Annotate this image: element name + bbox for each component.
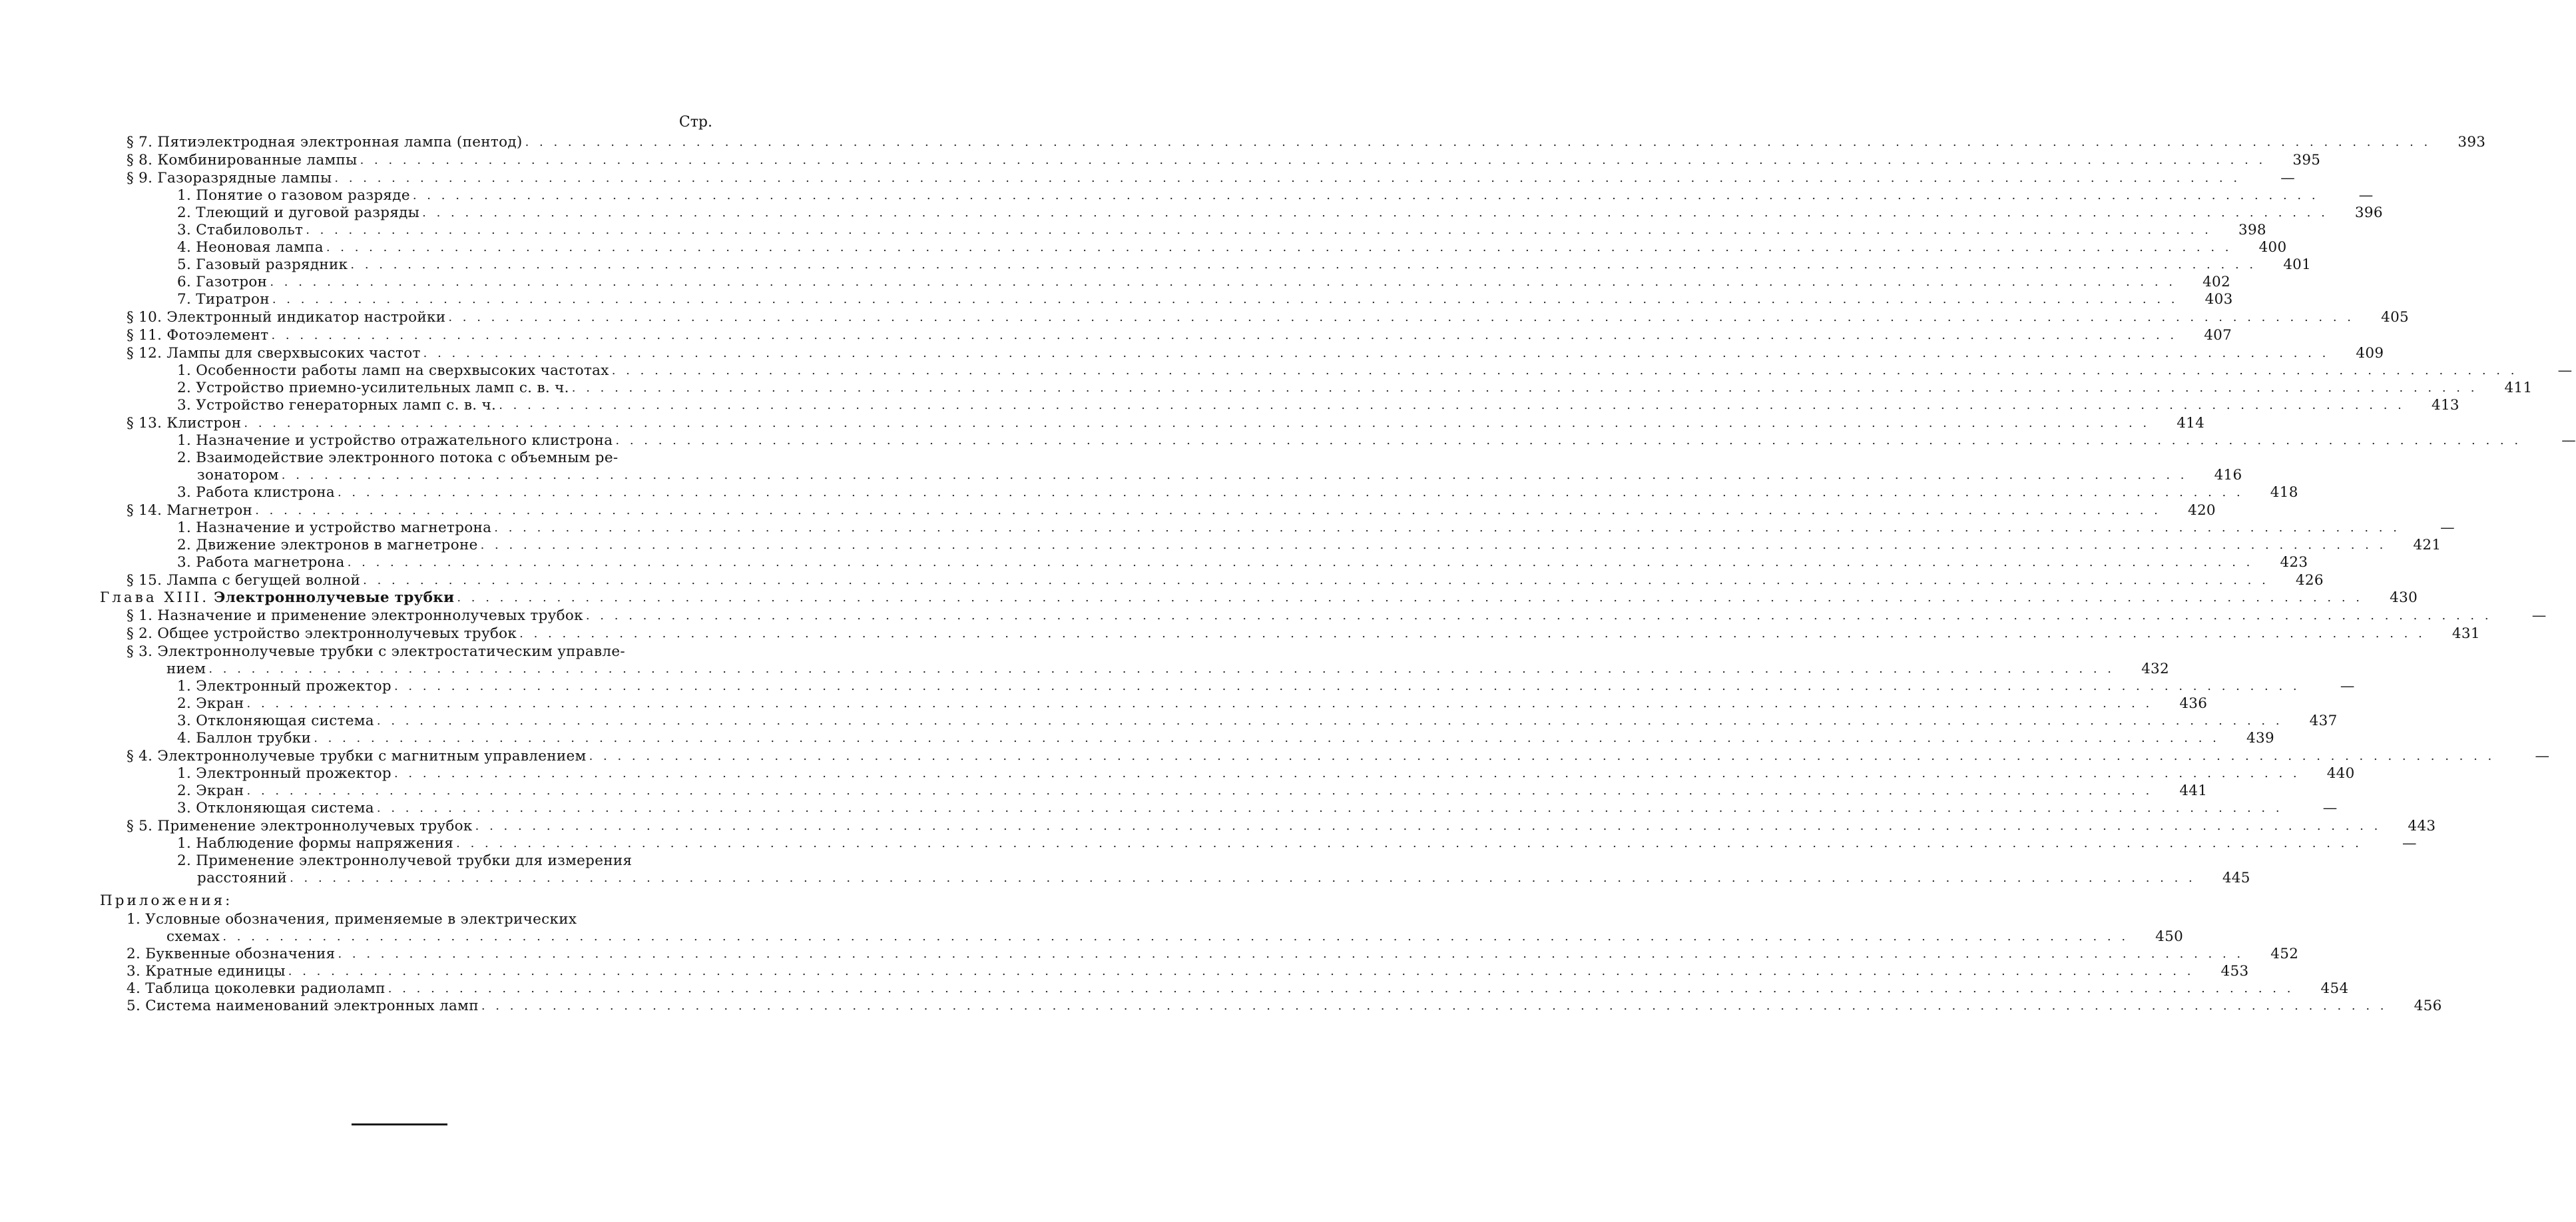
leader-dots [421, 345, 2330, 362]
toc-entry-title: 3. Работа магнетрона [177, 554, 345, 571]
toc-chapter-row [100, 589, 2418, 607]
page-number: 395 [2292, 152, 2321, 168]
toc-entry-title: 2. Экран [177, 782, 244, 799]
toc-row [100, 980, 2349, 998]
toc-entry-title: § 5. Применение электроннолучевых трубок [127, 818, 473, 834]
toc-row [100, 572, 2324, 589]
toc-entry-title: 1. Электронный прожектор [177, 678, 391, 695]
page-number: — [2561, 432, 2576, 449]
toc-row [100, 450, 712, 467]
toc-row [100, 415, 2205, 432]
leader-dots [374, 800, 2283, 817]
page-number: 453 [2220, 963, 2249, 980]
page-number: — [2340, 678, 2355, 695]
toc-entry-title: 2. Взаимодействие электронного потока с объемным ре- [177, 450, 619, 466]
toc-row [100, 911, 712, 928]
chapter-number: Глава XIII. [100, 589, 210, 606]
toc-row [100, 291, 2233, 308]
toc-entry-title: § 13. Клистрон [127, 415, 242, 432]
toc-row [100, 327, 2232, 344]
toc-entry-title: 3. Устройство генераторных ламп с. в. ч. [177, 397, 497, 414]
page-number: 416 [2214, 467, 2242, 483]
toc-entry-title: § 2. Общее устройство электроннолучевых трубок [127, 625, 517, 642]
leader-dots [445, 309, 2354, 326]
toc-entry-title: 4. Баллон трубки [177, 730, 312, 747]
page-number: 440 [2326, 765, 2355, 782]
page-number: — [2535, 748, 2550, 764]
toc-entry-title: 3. Отклоняющая система [177, 713, 374, 729]
toc-row [100, 625, 2480, 643]
page-number: — [2557, 362, 2573, 379]
leader-dots [609, 362, 2518, 380]
closing-rule [352, 1123, 447, 1125]
leader-dots [348, 256, 2256, 274]
leader-dots [479, 998, 2388, 1015]
toc-entry-title: 4. Таблица цоколевки радиоламп [127, 980, 386, 997]
page-number: 443 [2408, 818, 2436, 834]
toc-entry-title: 1. Назначение и устройство магнетрона [177, 519, 492, 536]
page-number: 400 [2258, 239, 2287, 256]
toc-row [100, 695, 2208, 713]
toc-entry-title: 3. Кратные единицы [127, 963, 286, 980]
toc-row [100, 730, 2274, 747]
leader-dots [267, 274, 2176, 291]
page-number: 454 [2320, 980, 2349, 997]
toc-row [100, 765, 2355, 782]
toc-row [100, 204, 2383, 222]
page-number: 418 [2270, 484, 2298, 501]
page-number: 430 [2390, 589, 2418, 606]
page-number: 450 [2155, 928, 2184, 945]
toc-entry-title: 2. Буквенные обозначения [127, 946, 336, 962]
toc-row [100, 187, 2374, 204]
toc-entry-title: 6. Газотрон [177, 274, 268, 290]
leader-dots [252, 502, 2161, 519]
leader-dots [613, 432, 2521, 450]
toc-row [100, 484, 2298, 501]
toc-entry-title: 2. Движение электронов в магнетроне [177, 537, 478, 553]
toc-entry-title: 2. Устройство приемно-усилительных ламп с. в. ч. [177, 380, 569, 396]
toc-row [100, 519, 2455, 537]
toc-entry-title: 1. Условные обозначения, применяемые в электрических [127, 911, 577, 928]
toc-row [100, 818, 2436, 835]
leader-dots [244, 782, 2153, 800]
toc-entry-title: 2. Применение электроннолучевой трубки для измерения [177, 852, 633, 869]
toc-entry-title: 1. Назначение и устройство отражательного клистрона [177, 432, 613, 449]
toc-entry-title: 2. Тлеющий и дуговой разряды [177, 204, 420, 221]
leader-dots [386, 980, 2294, 998]
toc-row [100, 362, 2573, 380]
toc-row [100, 643, 712, 661]
leader-dots [523, 134, 2432, 151]
toc-entry-title: зонатором [197, 467, 279, 483]
toc-entry-title: § 11. Фотоэлемент [127, 327, 269, 344]
toc-entry-title: 5. Система наименований электронных ламп [127, 998, 479, 1014]
toc-row [100, 222, 2266, 239]
chapter-title: Электроннолучевые трубки [214, 589, 455, 606]
toc-entry-title: § 4. Электроннолучевые трубки с магнитным управлением [127, 748, 587, 764]
toc-entry-title: схемах [166, 928, 220, 945]
leader-dots [453, 835, 2362, 852]
toc-entry-title: § 7. Пятиэлектродная электронная лампа (пентод) [127, 134, 523, 151]
page-number: 420 [2187, 502, 2216, 519]
page-number: 426 [2295, 572, 2324, 589]
leader-dots [324, 239, 2232, 256]
leader-dots [332, 170, 2240, 187]
page-number: 409 [2356, 345, 2384, 362]
page-number: 407 [2204, 327, 2232, 344]
toc-row [100, 607, 2547, 625]
toc-entry-title: 3. Работа клистрона [177, 484, 335, 501]
page-number: 403 [2204, 291, 2233, 308]
page-column-header: Стр. [678, 114, 712, 131]
leader-dots [311, 730, 2220, 747]
leader-dots [391, 678, 2300, 695]
toc-entry-title: 7. Тиратрон [177, 291, 270, 308]
toc-row [100, 309, 2410, 326]
toc-entry-title: 4. Неоновая лампа [177, 239, 324, 256]
page-number: 445 [2222, 870, 2250, 886]
page-number: — [2440, 519, 2455, 536]
toc-row [100, 432, 2576, 450]
toc-entry-title: нием [166, 661, 206, 677]
toc-row [100, 852, 712, 870]
leader-dots [478, 537, 2387, 554]
leader-dots [206, 661, 2115, 678]
page-number: 413 [2431, 397, 2459, 414]
leader-dots [491, 519, 2400, 537]
toc-row [100, 239, 2287, 256]
leader-dots [335, 946, 2244, 963]
leader-dots [220, 928, 2129, 946]
toc-row [100, 963, 2249, 980]
page-number: 396 [2354, 204, 2383, 221]
toc-entry-title: § 10. Электронный индикатор настройки [127, 309, 446, 326]
page-number: 421 [2413, 537, 2442, 553]
appendix-title: Приложения: [100, 892, 233, 909]
page-number: 402 [2202, 274, 2231, 290]
leader-dots [473, 818, 2382, 835]
leader-dots [270, 291, 2179, 308]
page-number: 405 [2381, 309, 2410, 326]
toc-entry-title: 1. Особенности работы ламп на сверхвысоких частотах [177, 362, 609, 379]
toc-row [100, 928, 2184, 946]
leader-dots [345, 554, 2254, 571]
leader-dots [374, 713, 2283, 730]
toc-row [100, 946, 2299, 963]
toc-row [100, 397, 2459, 414]
leader-dots [241, 415, 2150, 432]
toc-entry-title: § 15. Лампа с бегущей волной [127, 572, 361, 589]
leader-dots [391, 765, 2300, 782]
leader-dots [517, 625, 2426, 643]
leader-dots [569, 380, 2478, 397]
leader-dots [244, 695, 2153, 713]
leader-dots [335, 484, 2244, 501]
toc-entry-title: § 12. Лампы для сверхвысоких частот [127, 345, 421, 362]
leader-dots [587, 748, 2495, 765]
leader-dots [286, 963, 2194, 980]
page-number: — [2280, 170, 2296, 186]
leader-dots [279, 467, 2188, 484]
leader-dots [583, 607, 2492, 625]
toc-row [100, 678, 2355, 695]
leader-dots [410, 187, 2319, 204]
toc-entry-title: § 1. Назначение и применение электроннолучевых трубок [127, 607, 583, 624]
toc-entry-title: 1. Электронный прожектор [177, 765, 391, 782]
toc-entry-title: § 14. Магнетрон [127, 502, 253, 519]
toc-row [100, 782, 2208, 800]
page-number: — [2531, 607, 2547, 624]
page-number: 452 [2270, 946, 2299, 962]
toc-row [100, 256, 2312, 274]
toc-row [100, 835, 2417, 852]
table-of-contents [100, 113, 2576, 1015]
leader-dots [454, 589, 2363, 607]
toc-entry-title: § 9. Газоразрядные лампы [127, 170, 332, 186]
toc-entry-title: 2. Экран [177, 695, 244, 712]
page-number: 401 [2283, 256, 2312, 273]
toc-entry-title: § 8. Комбинированные лампы [127, 152, 358, 168]
toc-row [100, 502, 2216, 519]
toc-entry-title: § 3. Электроннолучевые трубки с электростатическим управле- [127, 643, 625, 660]
page-number: — [2402, 835, 2417, 852]
leader-dots [287, 870, 2196, 887]
toc-row [100, 345, 2384, 362]
page-number: 393 [2457, 134, 2486, 151]
page-number: 432 [2141, 661, 2170, 677]
page-number: 431 [2451, 625, 2480, 642]
toc-entry-title: 1. Понятие о газовом разряде [177, 187, 410, 204]
page-number: 398 [2238, 222, 2266, 238]
toc-row [100, 380, 2533, 397]
toc-row [100, 537, 2442, 554]
page-number: 414 [2177, 415, 2205, 432]
page-number: 441 [2179, 782, 2208, 799]
toc-entry-title [100, 589, 454, 607]
toc-row [100, 870, 2250, 887]
leader-dots [496, 397, 2405, 414]
leader-dots [303, 222, 2212, 239]
page-number: 456 [2414, 998, 2442, 1014]
toc-row [100, 274, 2231, 291]
leader-dots [360, 572, 2269, 589]
toc-row [100, 661, 2170, 678]
toc-entry-title: 5. Газовый разрядник [177, 256, 348, 273]
toc-row [100, 748, 2550, 765]
leader-dots [268, 327, 2177, 344]
toc-entry-title: 3. Отклоняющая система [177, 800, 374, 816]
toc-row [100, 170, 2296, 187]
page-number: 437 [2309, 713, 2338, 729]
toc-row [100, 134, 2486, 151]
page-number: 423 [2280, 554, 2308, 571]
page-number: — [2322, 800, 2338, 816]
toc-row [100, 998, 2442, 1015]
toc-row [100, 467, 2242, 484]
toc-row [100, 713, 2338, 730]
toc-entry-title: 3. Стабиловольт [177, 222, 304, 238]
leader-dots [419, 204, 2328, 222]
page-number: 436 [2179, 695, 2208, 712]
page-number: 439 [2246, 730, 2274, 747]
leader-dots [358, 152, 2266, 169]
toc-row [100, 800, 2338, 817]
toc-row [100, 152, 2321, 169]
toc-row [100, 554, 2308, 571]
page-number: — [2358, 187, 2374, 204]
toc-entry-title: расстояний [197, 870, 288, 886]
page-number: 411 [2504, 380, 2533, 396]
toc-entry-title: 1. Наблюдение формы напряжения [177, 835, 454, 852]
